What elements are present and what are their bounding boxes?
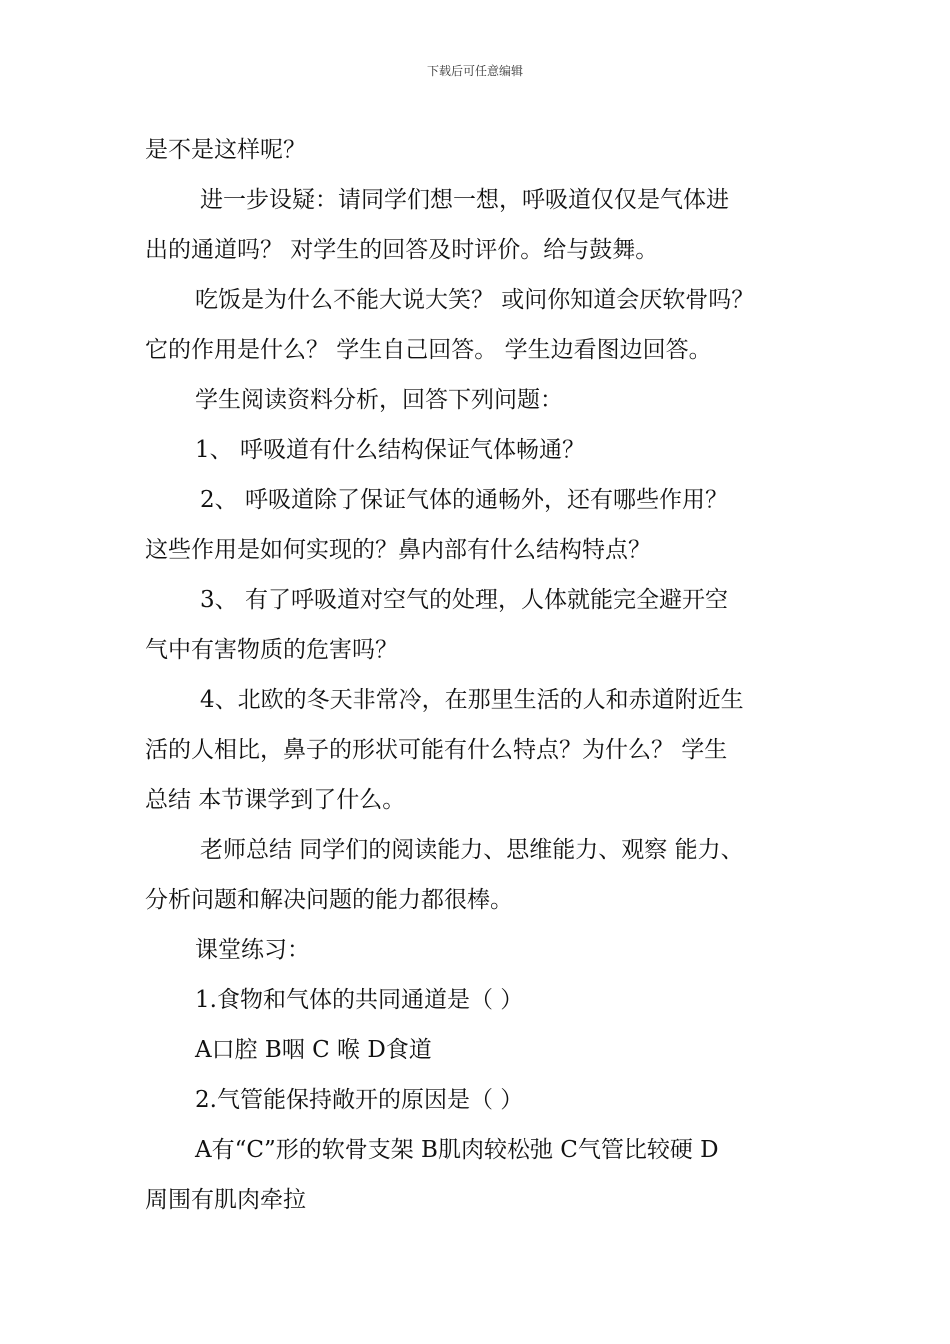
- text-line: 2.气管能保持敞开的原因是（ ）: [195, 1087, 524, 1113]
- text-line: 总结 本节课学到了什么。: [145, 787, 406, 813]
- text-line: 它的作用是什么？ 学生自己回答。 学生边看图边回答。: [145, 337, 712, 363]
- text-line: 是不是这样呢？: [145, 137, 306, 163]
- text-line: 这些作用是如何实现的？鼻内部有什么结构特点？: [145, 537, 651, 563]
- text-line: A有“C”形的软骨支架 B肌肉较松弛 C气管比较硬 D: [195, 1137, 719, 1163]
- text-line: 1.食物和气体的共同通道是（ ）: [195, 987, 524, 1013]
- text-line: 1、 呼吸道有什么结构保证气体畅通？: [195, 437, 585, 463]
- text-line: A口腔 B咽 C 喉 D食道: [195, 1037, 432, 1063]
- text-line: 气中有害物质的危害吗？: [145, 637, 398, 663]
- document-body: [145, 125, 835, 1225]
- text-line: 出的通道吗？ 对学生的回答及时评价。给与鼓舞。: [145, 237, 659, 263]
- text-line: 老师总结 同学们的阅读能力、思维能力、观察 能力、: [200, 837, 744, 863]
- text-line: 2、 呼吸道除了保证气体的通畅外，还有哪些作用？: [200, 487, 728, 513]
- page-header: 下载后可任意编辑: [426, 64, 523, 78]
- text-line: 分析问题和解决问题的能力都很棒。: [145, 887, 513, 913]
- text-line: 吃饭是为什么不能大说大笑？ 或问你知道会厌软骨吗？: [195, 287, 755, 313]
- text-line: 活的人相比，鼻子的形状可能有什么特点？为什么？ 学生: [145, 737, 728, 763]
- text-line: 进一步设疑：请同学们想一想，呼吸道仅仅是气体进: [200, 187, 729, 213]
- text-line: 课堂练习：: [195, 937, 310, 963]
- text-line: 学生阅读资料分析，回答下列问题：: [195, 387, 563, 413]
- text-line: 周围有肌肉牵拉: [145, 1187, 306, 1213]
- text-line: 4、北欧的冬天非常冷，在那里生活的人和赤道附近生: [200, 687, 744, 713]
- text-line: 3、 有了呼吸道对空气的处理，人体就能完全避开空: [200, 587, 728, 613]
